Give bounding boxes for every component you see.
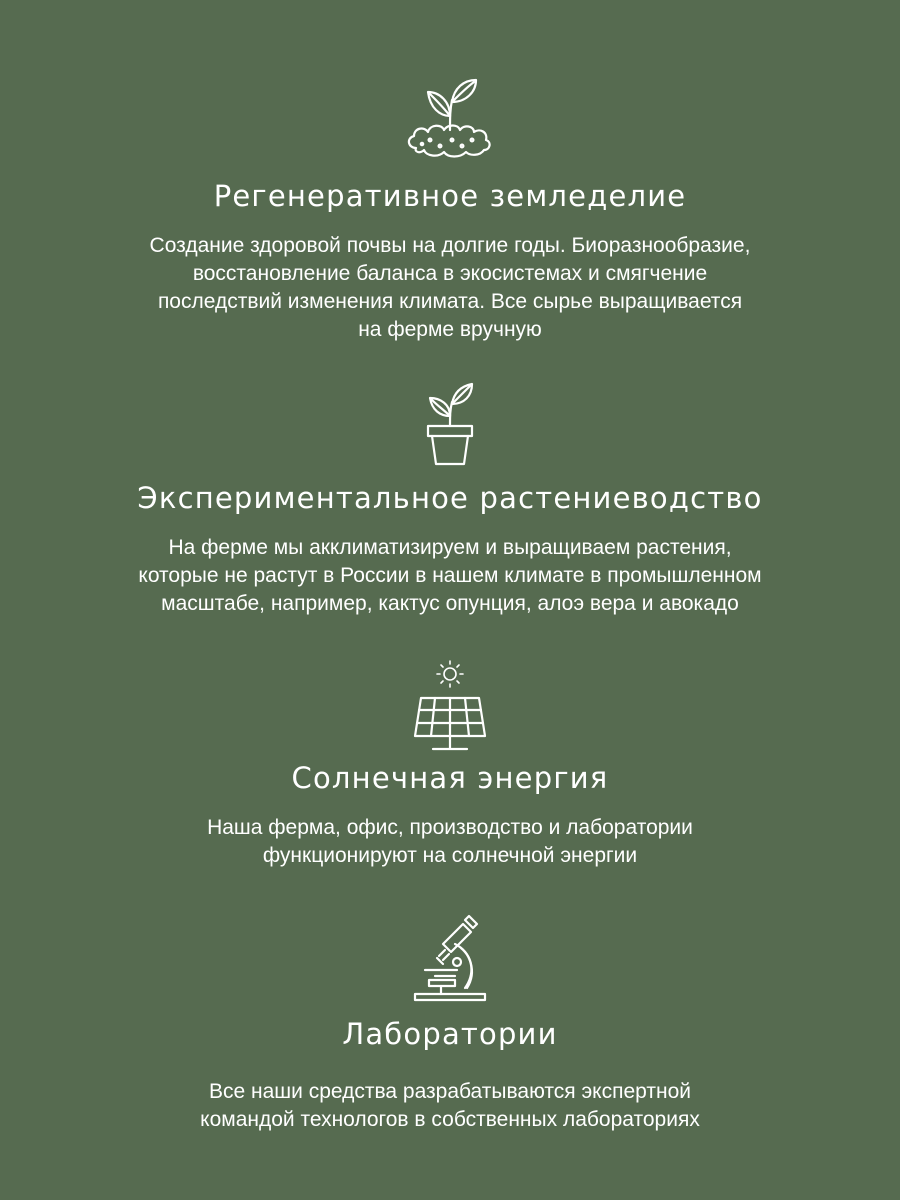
- feature-experimental-plant-growing: [0, 380, 900, 618]
- feature-laboratories: [0, 914, 900, 1134]
- microscope-icon: [0, 914, 900, 1010]
- feature-title: Солнечная энергия: [291, 761, 609, 795]
- feature-description: Наша ферма, офис, производство и лаборатории функционируют на солнечной энергии: [207, 816, 693, 867]
- feature-description: Создание здоровой почвы на долгие годы. Биоразнообразие, восстановление баланса в экосистемах и смягчение последствий изменения климата. Все сырье выращивается на ферме вручную: [149, 234, 751, 341]
- feature-description: Все наши средства разрабатываются экспертной командой технологов в собственных лабораториях: [200, 1080, 700, 1131]
- feature-title: Регенеративное земледелие: [213, 179, 687, 213]
- feature-title: Лаборатории: [342, 1017, 558, 1051]
- feature-description: На ферме мы акклиматизируем и выращиваем растения, которые не растут в России в нашем климате в промышленном масштабе, например, кактус опунция, алоэ вера и авокадо: [138, 536, 762, 615]
- solar-panel-icon: [0, 658, 900, 754]
- potted-plant-icon: [0, 380, 900, 466]
- feature-regenerative-farming: [0, 70, 900, 344]
- sprout-in-soil-icon: [0, 70, 900, 162]
- feature-title: Экспериментальное растениеводство: [137, 481, 763, 515]
- feature-solar-energy: [0, 658, 900, 870]
